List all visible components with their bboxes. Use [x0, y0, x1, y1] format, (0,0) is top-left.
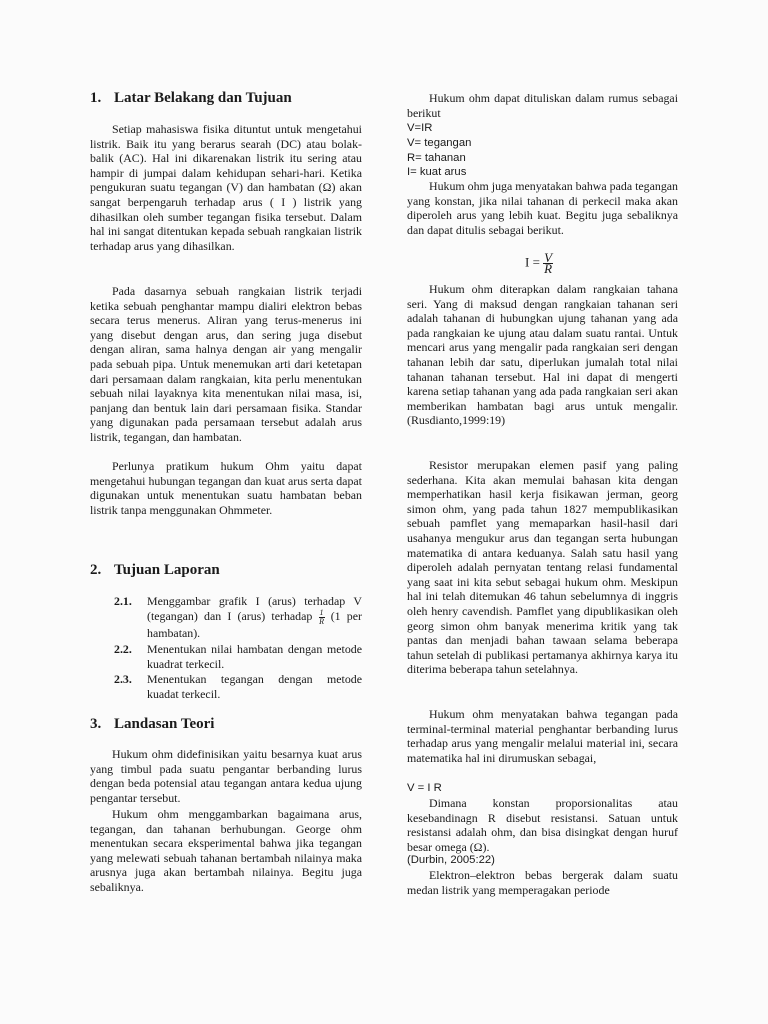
section-heading-latar-belakang: 1. Latar Belakang dan Tujuan: [90, 90, 292, 106]
ohm-formula: I = $\frac{V}{R}$: [525, 250, 553, 276]
paragraph: Setiap mahasiswa fisika dituntut untuk mengetahui listrik. Baik itu yang berarus searah (DC) atau bolak-balik (AC). Hal ini dikarenakan listrik itu sering atau hampir di jumpai dalam kehidupan sehari-hari. Ketika pengukuran suatu tegangan (V) dan hambatan (Ω) akan sangat berpengaruh terhadap arus ( I ) listrik yang dihasilkan oleh sumber tegangan fisika tersebut. Dalam hal ini sangat ditentukan kepada sebuah rangkaian listrik terhadap arus yang dihasilkan.: [90, 122, 362, 253]
list-text: Menentukan tegangan dengan metode kuadat terkecil.: [147, 672, 362, 701]
citation: (Durbin, 2005:22): [407, 854, 495, 866]
paragraph: Hukum ohm didefinisikan yaitu besarnya kuat arus yang timbul pada suatu pengantar berbanding lurus dengan beda potensial atau tegangan antara kedua ujung pengantar tersebut.: [90, 747, 362, 805]
equation-line: R= tahanan: [407, 152, 466, 164]
paragraph: Elektron–elektron bebas bergerak dalam suatu medan listrik yang memperagakan periode: [407, 868, 678, 897]
paragraph: Dimana konstan proporsionalitas atau kesebandinagn R disebut resistansi. Satuan untuk resistansi adalah ohm, dan bisa disingkat dengan huruf besar omega (Ω).: [407, 796, 678, 854]
paragraph: Hukum ohm juga menyatakan bahwa pada tegangan yang konstan, jika nilai tahanan di perkecil maka akan diperoleh arus yang lebih kuat. Begitu juga sebaliknya dan dapat ditulis sebagai berikut.: [407, 179, 678, 237]
paragraph: Hukum ohm menyatakan bahwa tegangan pada terminal-terminal material penghantar berbanding lurus terhadap arus yang mengalir melalui material ini, secara matematika hal ini dirumuskan sebagai,: [407, 707, 678, 765]
equation-line: I= kuat arus: [407, 166, 467, 178]
paragraph: Hukum ohm dapat dituliskan dalam rumus sebagai berikut: [407, 91, 678, 120]
paragraph: Resistor merupakan elemen pasif yang paling sederhana. Kita akan memulai bahasan kita dengan memperhatikan hasil kerja fisikawan jerman, georg simon ohm, yang pada tahun 1827 mempublikasikan sebuah pamflet yang memaparkan hasil-hasil dari usahanya mengukur arus dan tegangan serta hubungan matematika di antara keduanya. Salah satu hasil yang diperoleh adalah pernyatan tentang relasi fundamental yang saat ini kita sebut sebagai hukum ohm. Meskipun hal ini telah ditemukan 46 tahun sebelumnya di inggris oleh henry cavendish. Pamflet yang dipublikasikan oleh georg simon ohm banyak menerima kritik yang tak pantas dan menjadi bahan tawaan selama beberapa tahun setelah di publikasi pertamanya akhirnya karya itu diterima beberapa tahun setelahnya.: [407, 458, 678, 677]
list-number: 2.2.: [114, 642, 132, 656]
fraction-v-over-r: $\frac{V}{R}$: [544, 250, 553, 276]
paragraph: Perlunya pratikum hukum Ohm yaitu dapat mengetahui hubungan tegangan dan kuat arus serta dapat digunakan untuk menentukan suatu hambatan beban listrik tanpa menggunakan Ohmmeter.: [90, 459, 362, 517]
equation-line: V = I R: [407, 782, 442, 794]
paragraph: Pada dasarnya sebuah rangkaian listrik terjadi ketika sebuah penghantar mampu dialiri elektron bebas secara terus menerus. Aliran yang terus-menerus ini yang disebut dengan arus, dan sering juga disebut dengan aliran, sama halnya dengan air yang mengalir pada sebuah pipa. Untuk menemukan arti dari ketetapan dari persamaan dalam rangkaian, kita perlu menentukan sebuah nilai layaknya kita menentukan nilai masa, isi, panjang dan bentuk lain dari persamaan fisika. Standar yang digunakan pada persamaan tersebut adalah arus listrik, tegangan, dan hambatan.: [90, 284, 362, 444]
paragraph: Hukum ohm diterapkan dalam rangkaian tahana seri. Yang di maksud dengan rangkaian tahanan seri adalah tahanan di hubungkan ujung tahanan yang ada pada rangkaian ke ujung atau dalam suatu rantai. Untuk mencari arus yang mengalir pada rangkaian seri dengan tahanan lebih dar satu, diperlukan jumalah total nilai tahanan tahanan tersebut. Hal ini dapat di mengerti karena setiap tahanan yang ada pada rangkaian seri akan memberikan hambatan bagi arus untuk mengalir. (Rusdianto,1999:19): [407, 282, 678, 428]
equation-line: V=IR: [407, 122, 433, 134]
section-heading-tujuan-laporan: 2. Tujuan Laporan: [90, 562, 220, 578]
list-number: 2.3.: [114, 672, 132, 686]
list-text: Menggambar grafik I (arus) terhadap V (tegangan) dan I (arus) terhadap $\frac{1}{R}$ (1 per hambatan).: [147, 594, 362, 640]
fraction-one-over-r: $\frac{1}{R}$: [319, 607, 324, 626]
equation-line: V= tegangan: [407, 137, 472, 149]
section-heading-landasan-teori: 3. Landasan Teori: [90, 716, 215, 732]
paragraph: Hukum ohm menggambarkan bagaimana arus, tegangan, dan tahanan berhubungan. George ohm menentukan secara eksperimental bahwa jika tegangan yang melewati sebuah tahanan bertambah nilainya maka arusnya juga akan bertambah nilainya. Begitu juga sebaliknya.: [90, 807, 362, 894]
list-text: Menentukan nilai hambatan dengan metode kuadrat terkecil.: [147, 642, 362, 671]
list-number: 2.1.: [114, 594, 132, 608]
